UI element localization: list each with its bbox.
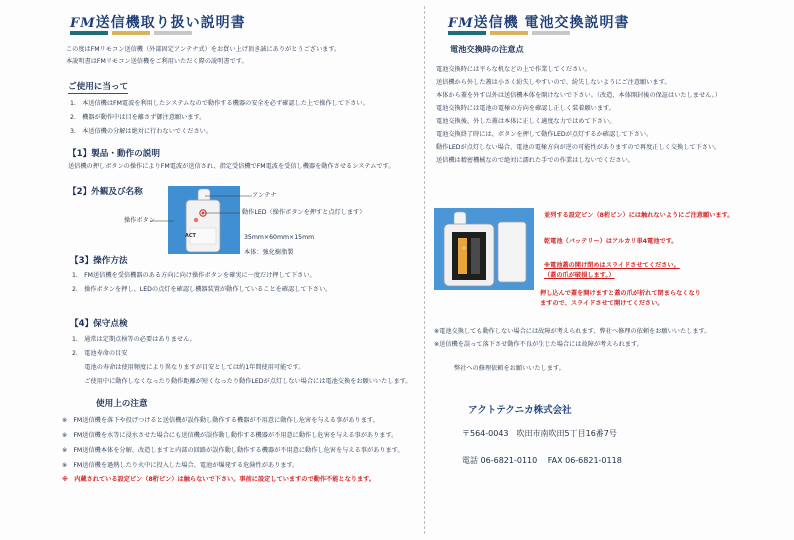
caution-item-1: ※ FM送信機を落下や投げつけると送信機が誤作動し動作する機器が不用意に動作し危害を与える事があります。	[62, 417, 379, 424]
company-phone: 電話 06-6821-0110 FAX 06-6821-0118	[462, 456, 622, 465]
section4-item-1: 1. 通常は定期点検等の必要はありません。	[72, 336, 196, 343]
warning-slide-lid: ※電池蓋の開け閉めはスライドさせてください。	[544, 262, 680, 269]
note-8: 送信機は精密機械なので絶対に濡れた手での作業はしないでください。	[436, 157, 634, 164]
right-column	[428, 0, 794, 540]
footer-note-3: 弊社への修理依頼をお願いいたします。	[454, 365, 565, 372]
caution-item-3: ※ FM送信機本体を分解、改造しますと内部の回路が誤作動し動作する機器が不用意に動作し危害を与える事があります。	[62, 447, 404, 454]
warning-slide-lid-note: （蓋の爪が破損します。）	[544, 272, 615, 279]
footer-note-2: ※送信機を誤って落下させ動作不良が生じた場合には故障が考えられます。	[434, 341, 643, 348]
caution-heading: 使用上の注意	[96, 399, 148, 409]
battery-subheading: 電池交換時の注意点	[450, 44, 524, 54]
company-address: 〒564-0043 吹田市南吹田5丁目16番7号	[462, 429, 617, 438]
section4-item-3: 電池の寿命は使用頻度により異なりますが目安としては約1年間使用可能です。	[72, 364, 305, 371]
section4-item-4: ご使用中に動作しなくなったり動作距離が短くなったり動作LEDが点灯しない場合には電池交換をお願いいたします。	[72, 378, 412, 385]
label-material: 本体：強化樹脂製	[244, 249, 294, 256]
left-title-bars	[70, 31, 192, 35]
warning-battery-type: 乾電池（バッテリー）はアルカリ単4電池です。	[544, 238, 678, 245]
label-led: 動作LED（操作ボタンを押すと点灯します）	[242, 209, 366, 216]
note-3: 本体から蓋を外す以外は送信機本体を開けないで下さい。（改造、本体開封後の保証はいたしません。）	[436, 92, 721, 99]
battery-compartment-photo	[434, 208, 534, 290]
usage-heading: ご使用に当って	[68, 82, 129, 92]
usage-item-3: 3. 本送信機の分解は絶対に行わないでください。	[70, 128, 213, 135]
label-antenna: アンテナ	[252, 192, 277, 199]
section1-heading: 【1】製品・動作の説明	[68, 149, 160, 159]
column-divider	[424, 6, 425, 534]
section1-text: 送信機の押しボタンの操作によりFM電波が送信され、指定受信機でFM電波を受信し機器を動作させるシステムです。	[68, 163, 395, 170]
intro-line-1: この度はFMリモコン送信機（外部固定アンテナ式）をお買い上げ頂き誠にありがとうございます。	[66, 46, 341, 53]
company-name: アクトテクニカ株式会社	[468, 405, 572, 416]
bar-teal	[448, 31, 486, 35]
label-size: 35mm×60mm×15mm	[244, 234, 315, 241]
section4-item-2: 2. 電池寿命の目安	[72, 350, 128, 357]
note-4: 電池交換時には電池の電極の方向を確認し正しく装着願います。	[436, 105, 615, 112]
warning-pins: 並列する設定ピン（8桁ピン）には触れないようにご注意願います。	[544, 212, 734, 219]
section2-heading: 【2】外観及び名称	[68, 187, 143, 197]
caution-item-2: ※ FM送信機を水等に浸水させた場合にも送信機が誤作動し動作する機器が不用意に動作し危害を与える事があります。	[62, 432, 398, 439]
bar-gold	[490, 31, 528, 35]
note-2: 送信機から外した蓋は小さく紛失しやすいので、紛失しないようにご注意願います。	[436, 79, 671, 86]
warning-press-1: 押し込んで蓋を開けますと蓋の爪が折れて閉まらなくなり	[540, 290, 701, 297]
section3-item-2: 2. 操作ボタンを押し、LEDの点灯を確認し機器装置が動作していることを確認して下さい。	[72, 286, 332, 293]
right-title: FM送信機 電池交換説明書	[448, 15, 630, 31]
footer-note-1: ※電池交換しても動作しない場合には故障が考えられます、弊社へ修理の依頼をお願いいたします。	[434, 328, 711, 335]
warning-press-2: ますので、スライドさせて開けてください。	[540, 300, 664, 307]
caution-item-4: ※ FM送信機を過熱したり火中に投入した場合、電池が爆発する危険性があります。	[62, 462, 299, 469]
section3-heading: 【3】操作方法	[70, 256, 128, 266]
intro-line-2: 本説明書はFMリモコン送信機をご利用いただく際の説明書です。	[66, 58, 248, 65]
section3-item-1: 1. FM送信機を受信機器のある方向に向け操作ボタンを確実に一度だけ押して下さい。	[72, 272, 316, 279]
note-7: 動作LEDが点灯しない場合、電池の電極方向が逆の可能性がありますので再度正しく交換して下さい。	[436, 144, 721, 151]
usage-item-1: 1. 本送信機はFM電波を利用したシステムなので動作する機器の安全を必ず確認した上で操作して下さい。	[70, 100, 369, 107]
device-brand-label: ACT	[185, 233, 196, 239]
left-title: FM送信機取り扱い説明書	[70, 15, 246, 31]
label-button: 操作ボタン	[124, 217, 155, 224]
right-title-bars	[448, 31, 570, 35]
bar-grey	[154, 31, 192, 35]
note-1: 電池交換時には平らな机などの上で作業してください。	[436, 66, 591, 73]
note-5: 電池交換後、外した蓋は本体に正しく適度な力ではめて下さい。	[436, 118, 616, 125]
caution-red-item: ※ 内蔵されている設定ピン（8桁ピン）は触らないで下さい。事前に設定していますので動作不能となります。	[62, 476, 376, 483]
section4-heading: 【4】保守点検	[70, 319, 128, 329]
bar-grey	[532, 31, 570, 35]
bar-gold	[112, 31, 150, 35]
note-6: 電池交換終了時には、ボタンを押して動作LEDが点灯するか確認して下さい。	[436, 131, 653, 138]
usage-item-2: 2. 機器が動作中は目を離さず御注意願います。	[70, 114, 206, 121]
bar-teal	[70, 31, 108, 35]
